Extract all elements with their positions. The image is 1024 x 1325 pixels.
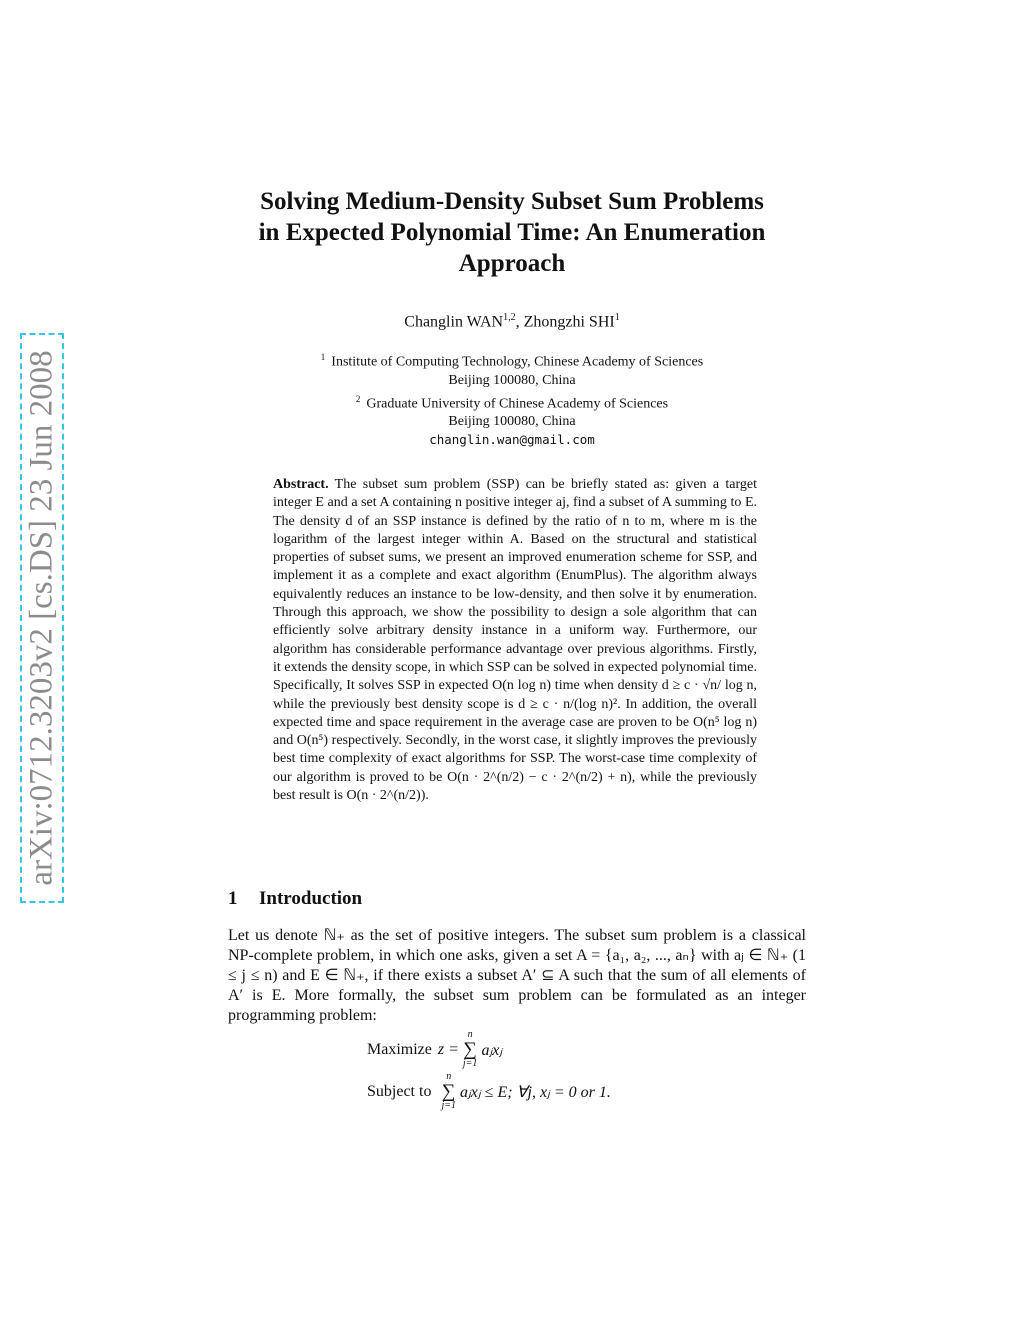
affiliations xyxy=(0,348,1024,449)
affiliation-name: Graduate University of Chinese Academy of Sciences xyxy=(366,396,669,412)
affiliation-superscript: 2 xyxy=(355,393,361,404)
section-heading xyxy=(228,888,362,910)
section-number: 1 xyxy=(228,888,238,909)
equation-prefix: Maximize xyxy=(367,1040,432,1058)
author-list xyxy=(0,312,1024,331)
arxiv-stamp-text: arXiv:0712.3203v2 [cs.DS] 23 Jun 2008 xyxy=(23,350,60,886)
abstract-label: Abstract. xyxy=(273,477,329,492)
equation-term: aⱼxⱼ ≤ E; ∀j, xⱼ = 0 or 1. xyxy=(459,1083,611,1101)
equation-term: aⱼxⱼ xyxy=(481,1041,503,1059)
equation-prefix: Subject to xyxy=(367,1082,432,1100)
abstract-text: The subset sum problem (SSP) can be briefly stated as: given a target integer E and a set A containing n positive integer aj, find a subset of A summing to E. The density d of an SSP instance is defined by the ratio of n to m, where m is the logarithm of the largest integer within A. Based on the structural and statistical properties of subset sums, we present an improved enumeration scheme for SSP, and implement it as a complete and exact algorithm (EnumPlus). The algorithm always equivalently reduces an instance to be low-density, and then solve it by enumeration. Through this approach, we show the possibility to design a sole algorithm that can efficiently solve arbitrary density instance in a uniform way. Furthermore, our algorithm has considerable performance advantage over previous algorithms. Firstly, it extends the density scope, in which SSP can be solved in expected polynomial time. Specifically, It solves SSP in expected O(n log n) time when density d ≥ c · √n/ log n, while the previously best density scope is d ≥ c · n/(log n)². In addition, the overall expected time and space requirement in the average case are proven to be O(n⁵ log n) and O(n⁵) respectively. Secondly, in the worst case, it slightly improves the previously best time complexity of exact algorithms for SSP. The worst-case time complexity of our algorithm is proved to be O(n · 2^(n/2) − c · 2^(n/2) + n), while the previously best result is O(n · 2^(n/2)). xyxy=(273,477,757,804)
author-superscript: 1,2 xyxy=(503,312,516,323)
title-line: Solving Medium-Density Subset Sum Problems xyxy=(260,188,764,215)
paper-title xyxy=(0,186,1024,279)
affiliation-city: Beijing 100080, China xyxy=(448,372,576,388)
equation-lhs: z = xyxy=(437,1040,459,1058)
title-line: Approach xyxy=(458,250,566,277)
summation xyxy=(441,1072,456,1111)
affiliation-line xyxy=(0,348,1024,372)
intro-paragraph: Let us denote ℕ₊ as the set of positive integers. The subset sum problem is a classical NP-complete problem, in which one asks, given a set A = {a₁, a₂, ..., aₙ} with aⱼ ∈ ℕ₊ (1 ≤ j ≤ n) and E ∈ ℕ₊, if there exists a subset A′ ⊆ A such that the sum of all elements of A′ is E. More formally, the subset sum problem can be formulated as an integer programming problem: xyxy=(228,927,806,1024)
affiliation-city: Beijing 100080, China xyxy=(448,414,576,430)
affiliation-name: Institute of Computing Technology, Chinese Academy of Sciences xyxy=(331,354,704,370)
affiliation-superscript: 1 xyxy=(320,352,326,362)
sum-lower-limit: j=1 xyxy=(462,1058,478,1069)
author-name: Zhongzhi SHI xyxy=(523,313,615,331)
sum-lower-limit: j=1 xyxy=(441,1100,456,1111)
author-superscript: 1 xyxy=(614,312,620,323)
section-title: Introduction xyxy=(259,888,363,909)
abstract xyxy=(273,476,757,805)
sum-symbol: ∑ xyxy=(463,1039,477,1060)
author-separator: , xyxy=(515,313,524,331)
equation-objective xyxy=(367,1030,502,1069)
sum-symbol: ∑ xyxy=(441,1081,456,1102)
summation xyxy=(463,1030,478,1069)
affiliation-line xyxy=(0,390,1024,414)
author-email: changlin.wan@gmail.com xyxy=(429,432,595,448)
author-name: Changlin WAN xyxy=(404,313,504,331)
title-line: in Expected Polynomial Time: An Enumeration xyxy=(258,219,766,246)
equation-constraint xyxy=(367,1072,611,1111)
sum-upper-limit: n xyxy=(446,1071,452,1082)
sum-upper-limit: n xyxy=(467,1029,473,1040)
